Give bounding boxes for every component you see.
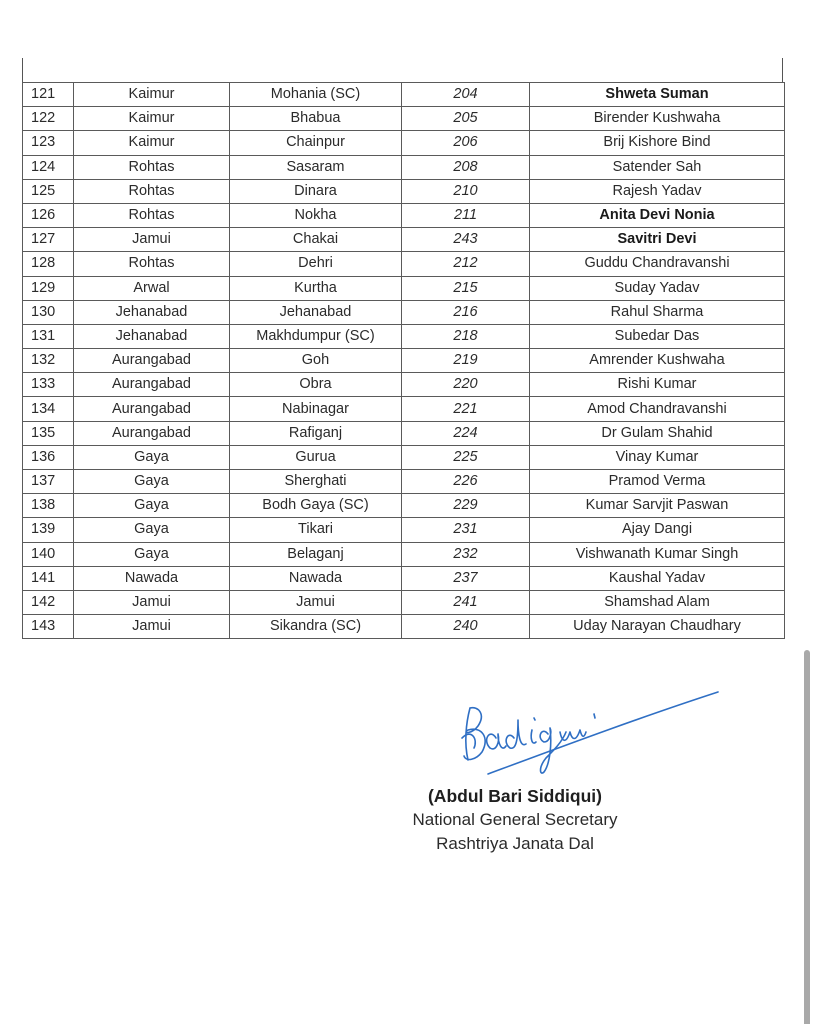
serial-number-cell: 123 <box>23 131 74 155</box>
district-cell: Aurangabad <box>74 373 230 397</box>
serial-number-cell: 133 <box>23 373 74 397</box>
constituency-cell: Jamui <box>230 590 402 614</box>
candidate-name-cell: Savitri Devi <box>530 228 785 252</box>
constituency-cell: Nokha <box>230 203 402 227</box>
table-row <box>23 300 785 324</box>
constituency-cell: Sherghati <box>230 470 402 494</box>
district-cell: Rohtas <box>74 203 230 227</box>
constituency-number-cell: 241 <box>402 590 530 614</box>
table-row <box>23 131 785 155</box>
table-row <box>23 615 785 639</box>
candidate-name-cell: Amrender Kushwaha <box>530 349 785 373</box>
signature-icon <box>448 668 728 778</box>
district-cell: Nawada <box>74 566 230 590</box>
signatory-name: (Abdul Bari Siddiqui) <box>427 786 602 806</box>
candidate-list-table <box>22 82 785 639</box>
constituency-cell: Jehanabad <box>230 300 402 324</box>
constituency-cell: Sikandra (SC) <box>230 615 402 639</box>
candidate-name-cell: Vishwanath Kumar Singh <box>530 542 785 566</box>
constituency-number-cell: 224 <box>402 421 530 445</box>
serial-number-cell: 121 <box>23 83 74 107</box>
district-cell: Jamui <box>74 590 230 614</box>
candidate-name-cell: Dr Gulam Shahid <box>530 421 785 445</box>
candidate-table-body <box>23 83 785 639</box>
candidate-name-cell: Rajesh Yadav <box>530 179 785 203</box>
serial-number-cell: 126 <box>23 203 74 227</box>
table-row <box>23 494 785 518</box>
serial-number-cell: 122 <box>23 107 74 131</box>
constituency-number-cell: 229 <box>402 494 530 518</box>
candidate-name-cell: Shamshad Alam <box>530 590 785 614</box>
candidate-name-cell: Guddu Chandravanshi <box>530 252 785 276</box>
serial-number-cell: 129 <box>23 276 74 300</box>
table-row <box>23 83 785 107</box>
candidate-name-cell: Ajay Dangi <box>530 518 785 542</box>
candidate-name-cell: Amod Chandravanshi <box>530 397 785 421</box>
table-row <box>23 203 785 227</box>
district-cell: Jamui <box>74 228 230 252</box>
district-cell: Gaya <box>74 494 230 518</box>
constituency-number-cell: 219 <box>402 349 530 373</box>
table-row <box>23 228 785 252</box>
constituency-number-cell: 204 <box>402 83 530 107</box>
serial-number-cell: 124 <box>23 155 74 179</box>
constituency-cell: Kurtha <box>230 276 402 300</box>
district-cell: Kaimur <box>74 83 230 107</box>
table-row <box>23 276 785 300</box>
district-cell: Kaimur <box>74 107 230 131</box>
table-row <box>23 155 785 179</box>
district-cell: Aurangabad <box>74 349 230 373</box>
serial-number-cell: 125 <box>23 179 74 203</box>
constituency-cell: Chakai <box>230 228 402 252</box>
table-row <box>23 421 785 445</box>
table-row <box>23 470 785 494</box>
candidate-name-cell: Rishi Kumar <box>530 373 785 397</box>
district-cell: Arwal <box>74 276 230 300</box>
table-row <box>23 397 785 421</box>
candidate-name-cell: Kumar Sarvjit Paswan <box>530 494 785 518</box>
district-cell: Gaya <box>74 445 230 469</box>
constituency-cell: Goh <box>230 349 402 373</box>
candidate-name-cell: Suday Yadav <box>530 276 785 300</box>
table-row <box>23 349 785 373</box>
serial-number-cell: 136 <box>23 445 74 469</box>
district-cell: Rohtas <box>74 155 230 179</box>
constituency-number-cell: 221 <box>402 397 530 421</box>
candidate-name-cell: Birender Kushwaha <box>530 107 785 131</box>
district-cell: Jamui <box>74 615 230 639</box>
candidate-name-cell: Vinay Kumar <box>530 445 785 469</box>
table-row <box>23 373 785 397</box>
table-row <box>23 590 785 614</box>
candidate-name-cell: Brij Kishore Bind <box>530 131 785 155</box>
district-cell: Gaya <box>74 470 230 494</box>
constituency-cell: Chainpur <box>230 131 402 155</box>
constituency-cell: Bhabua <box>230 107 402 131</box>
candidate-name-cell: Uday Narayan Chaudhary <box>530 615 785 639</box>
serial-number-cell: 135 <box>23 421 74 445</box>
constituency-number-cell: 240 <box>402 615 530 639</box>
constituency-number-cell: 205 <box>402 107 530 131</box>
constituency-number-cell: 226 <box>402 470 530 494</box>
constituency-cell: Belaganj <box>230 542 402 566</box>
constituency-cell: Rafiganj <box>230 421 402 445</box>
constituency-number-cell: 212 <box>402 252 530 276</box>
district-cell: Aurangabad <box>74 421 230 445</box>
constituency-number-cell: 218 <box>402 324 530 348</box>
constituency-cell: Obra <box>230 373 402 397</box>
serial-number-cell: 139 <box>23 518 74 542</box>
constituency-cell: Nawada <box>230 566 402 590</box>
signatory-block <box>380 784 650 856</box>
table-row <box>23 252 785 276</box>
table-row <box>23 566 785 590</box>
constituency-number-cell: 225 <box>402 445 530 469</box>
table-top-frame <box>22 58 783 82</box>
candidate-name-cell: Shweta Suman <box>530 83 785 107</box>
constituency-cell: Tikari <box>230 518 402 542</box>
constituency-cell: Nabinagar <box>230 397 402 421</box>
serial-number-cell: 127 <box>23 228 74 252</box>
candidate-name-cell: Rahul Sharma <box>530 300 785 324</box>
serial-number-cell: 138 <box>23 494 74 518</box>
constituency-cell: Bodh Gaya (SC) <box>230 494 402 518</box>
constituency-number-cell: 208 <box>402 155 530 179</box>
district-cell: Gaya <box>74 542 230 566</box>
candidate-name-cell: Anita Devi Nonia <box>530 203 785 227</box>
district-cell: Rohtas <box>74 252 230 276</box>
serial-number-cell: 141 <box>23 566 74 590</box>
constituency-cell: Dinara <box>230 179 402 203</box>
district-cell: Gaya <box>74 518 230 542</box>
constituency-number-cell: 211 <box>402 203 530 227</box>
constituency-cell: Mohania (SC) <box>230 83 402 107</box>
constituency-cell: Gurua <box>230 445 402 469</box>
serial-number-cell: 132 <box>23 349 74 373</box>
serial-number-cell: 128 <box>23 252 74 276</box>
serial-number-cell: 134 <box>23 397 74 421</box>
signatory-designation: National General Secretary <box>412 810 618 829</box>
constituency-number-cell: 243 <box>402 228 530 252</box>
constituency-number-cell: 237 <box>402 566 530 590</box>
district-cell: Jehanabad <box>74 300 230 324</box>
table-row <box>23 445 785 469</box>
constituency-number-cell: 216 <box>402 300 530 324</box>
candidate-name-cell: Subedar Das <box>530 324 785 348</box>
constituency-number-cell: 232 <box>402 542 530 566</box>
signatory-organization: Rashtriya Janata Dal <box>436 834 594 853</box>
district-cell: Kaimur <box>74 131 230 155</box>
constituency-cell: Makhdumpur (SC) <box>230 324 402 348</box>
constituency-number-cell: 215 <box>402 276 530 300</box>
serial-number-cell: 137 <box>23 470 74 494</box>
constituency-number-cell: 206 <box>402 131 530 155</box>
district-cell: Rohtas <box>74 179 230 203</box>
constituency-number-cell: 231 <box>402 518 530 542</box>
table-row <box>23 324 785 348</box>
serial-number-cell: 140 <box>23 542 74 566</box>
constituency-cell: Dehri <box>230 252 402 276</box>
candidate-name-cell: Pramod Verma <box>530 470 785 494</box>
serial-number-cell: 142 <box>23 590 74 614</box>
serial-number-cell: 131 <box>23 324 74 348</box>
candidate-name-cell: Satender Sah <box>530 155 785 179</box>
table-row <box>23 179 785 203</box>
table-row <box>23 107 785 131</box>
constituency-number-cell: 210 <box>402 179 530 203</box>
vertical-scrollbar[interactable] <box>804 650 810 1024</box>
constituency-number-cell: 220 <box>402 373 530 397</box>
district-cell: Aurangabad <box>74 397 230 421</box>
district-cell: Jehanabad <box>74 324 230 348</box>
table-row <box>23 518 785 542</box>
serial-number-cell: 130 <box>23 300 74 324</box>
table-row <box>23 542 785 566</box>
candidate-name-cell: Kaushal Yadav <box>530 566 785 590</box>
constituency-cell: Sasaram <box>230 155 402 179</box>
serial-number-cell: 143 <box>23 615 74 639</box>
